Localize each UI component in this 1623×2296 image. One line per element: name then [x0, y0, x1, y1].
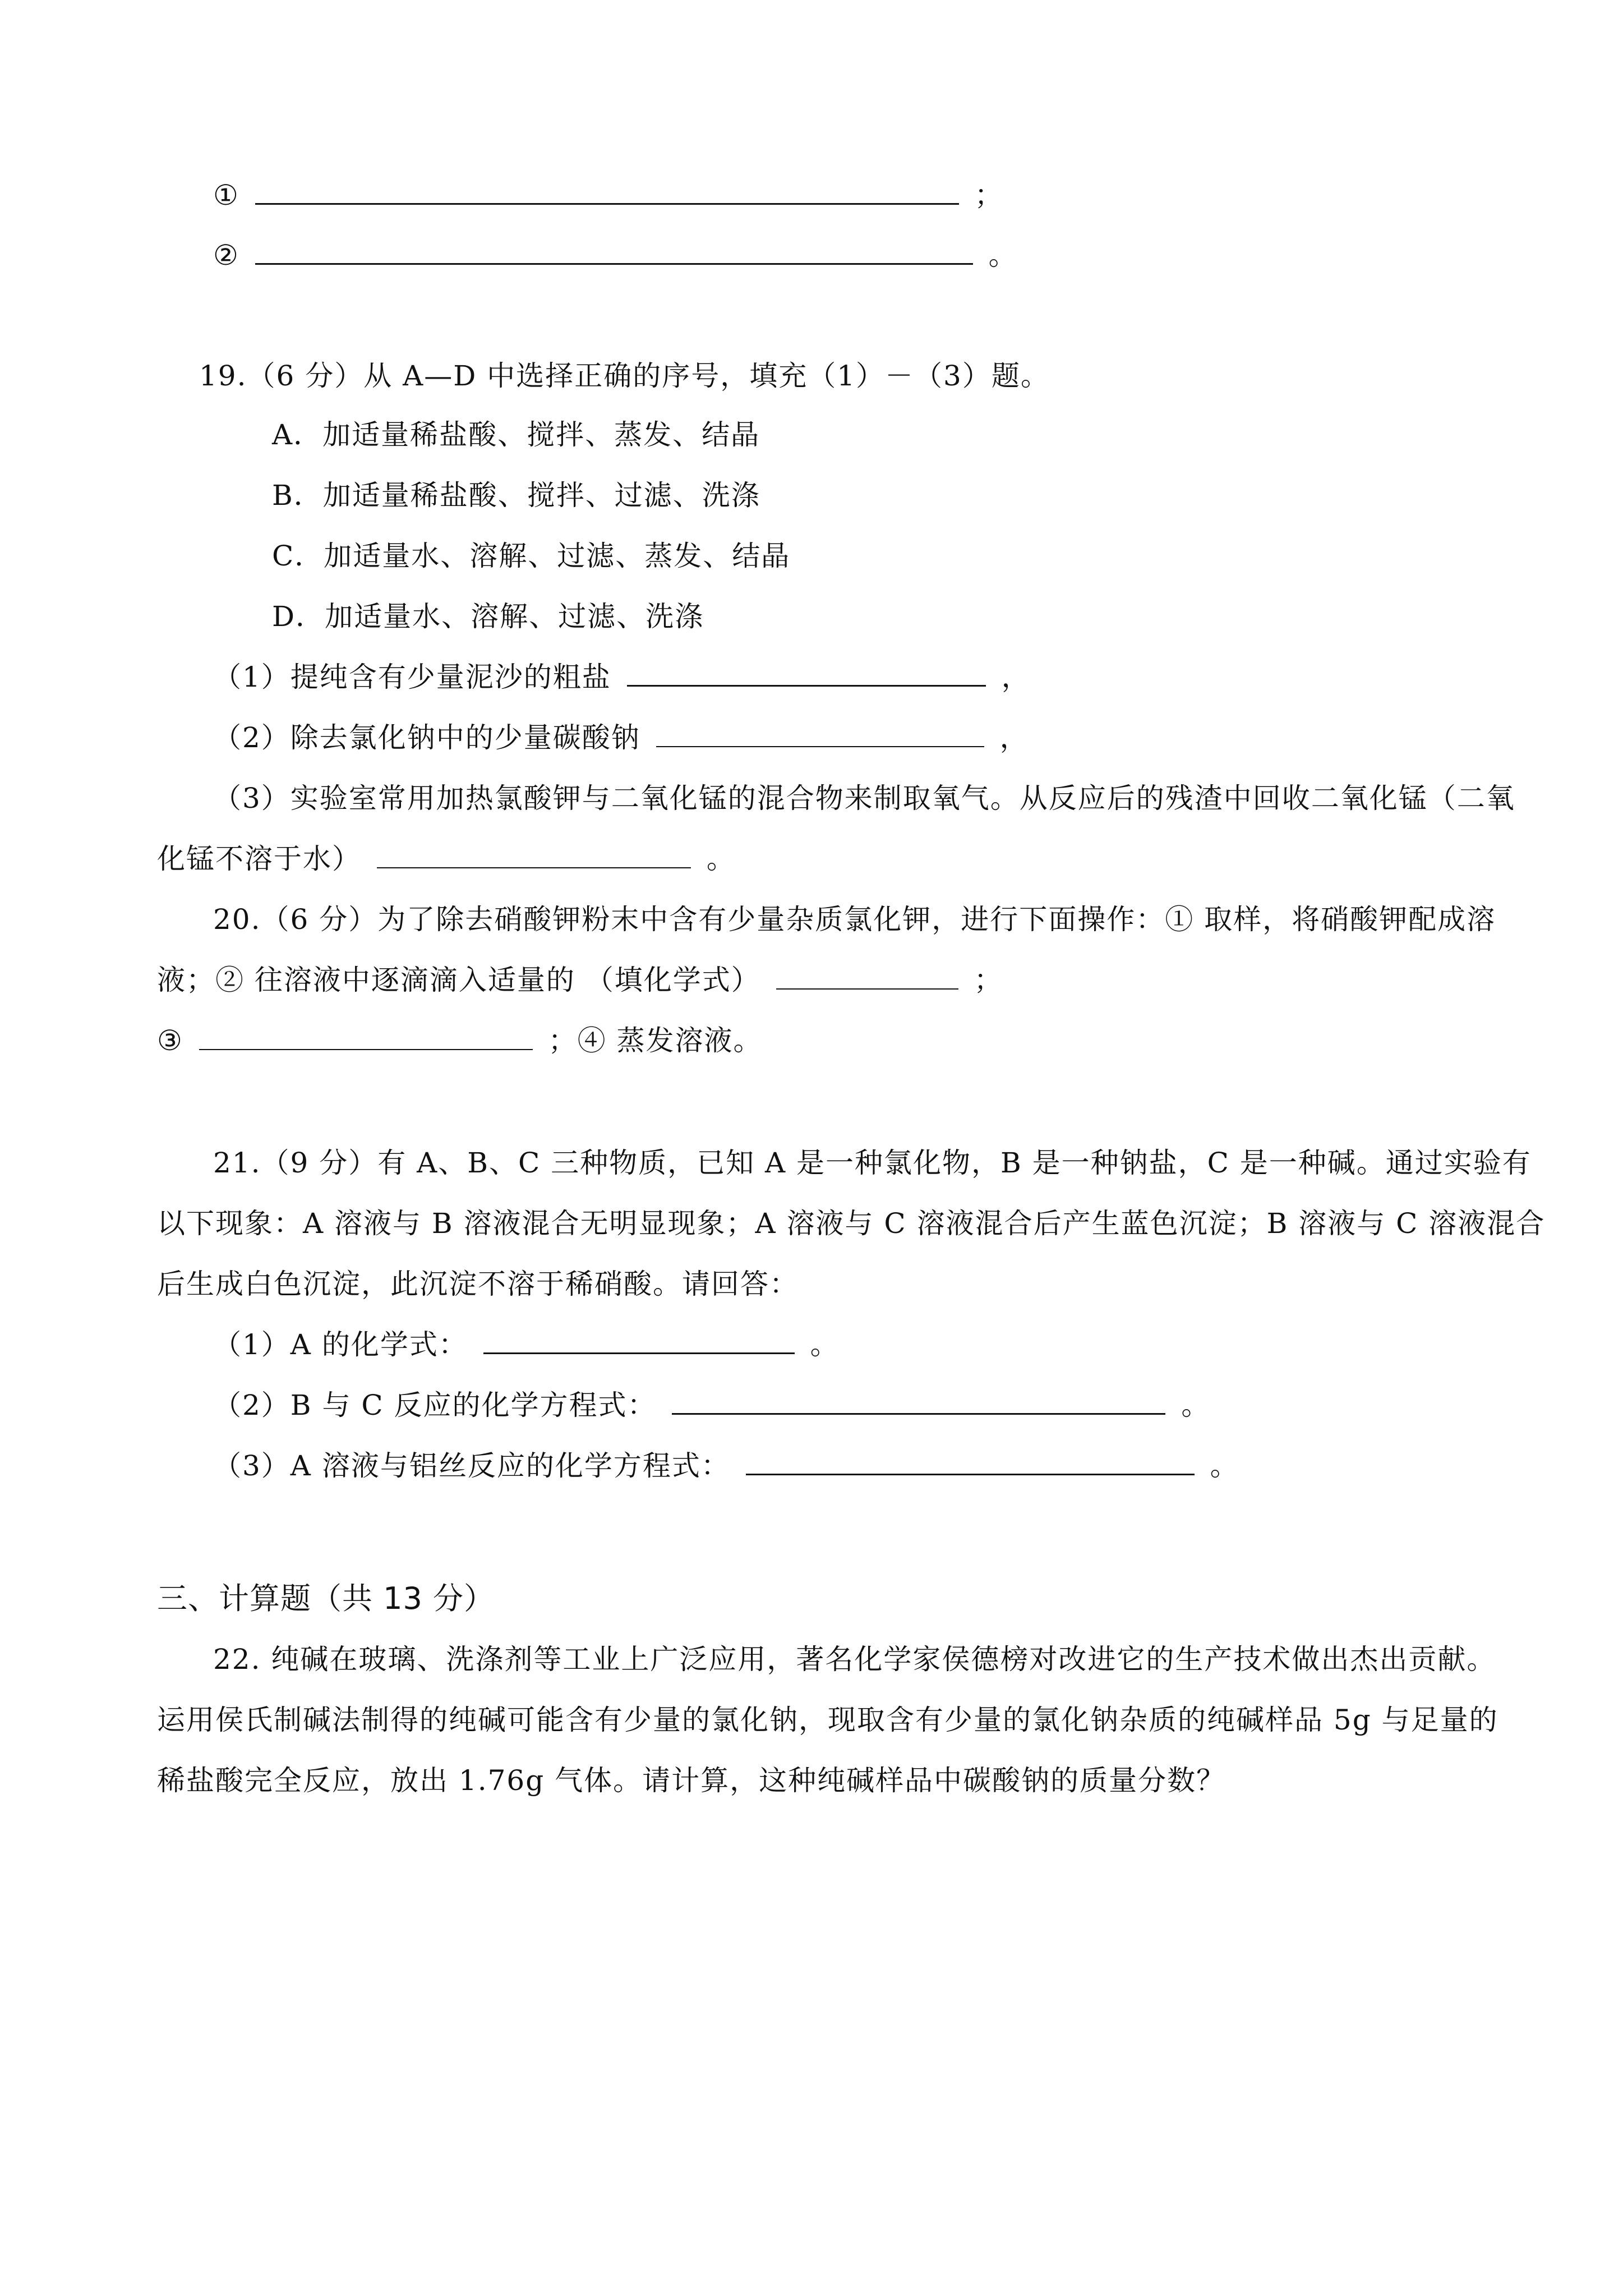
q19-sub-2: （2）除去氯化钠中的少量碳酸钠 ， — [213, 721, 1029, 754]
q19-option-d: D．加适量水、溶解、过滤、洗涤 — [272, 600, 704, 633]
answer-blank[interactable] — [746, 1449, 1195, 1475]
answer-blank[interactable] — [255, 238, 973, 265]
answer-blank[interactable] — [199, 1024, 533, 1050]
answer-blank[interactable] — [255, 178, 959, 205]
q21-sub-3: （3）A 溶液与铝丝反应的化学方程式： 。 — [213, 1450, 1239, 1482]
q22-line-2: 运用侯氏制碱法制得的纯碱可能含有少量的氯化钠，现取含有少量的氯化钠杂质的纯碱样品 5g 与足量的 — [157, 1704, 1498, 1736]
q19-option-a: A．加适量稀盐酸、搅拌、蒸发、结晶 — [272, 418, 760, 451]
q22-line-3: 稀盐酸完全反应，放出 1.76g 气体。请计算，这种纯碱样品中碳酸钠的质量分数？ — [157, 1764, 1226, 1797]
section-heading: 三、计算题（共 13 分） — [157, 1581, 495, 1616]
q19-option-c: C．加适量水、溶解、过滤、蒸发、结晶 — [272, 540, 791, 572]
q21-sub-2: （2）B 与 C 反应的化学方程式： 。 — [213, 1389, 1211, 1421]
q21-line-1: 21.（9 分）有 A、B、C 三种物质，已知 A 是一种氯化物，B 是一种钠盐，C 是一种碱。通过实验有 — [213, 1147, 1532, 1179]
circled-one: ① — [213, 179, 239, 211]
circled-two: ② — [213, 239, 239, 272]
q18-item-2: ② 。 — [213, 239, 1018, 272]
answer-blank[interactable] — [627, 660, 986, 687]
q21-sub-1: （1）A 的化学式： 。 — [213, 1328, 840, 1361]
q19-sub-1: （1）提纯含有少量泥沙的粗盐 ， — [213, 661, 1031, 693]
q19-option-b: B．加适量稀盐酸、搅拌、过滤、洗涤 — [272, 479, 760, 512]
q21-line-3: 后生成白色沉淀，此沉淀不溶于稀硝酸。请回答： — [157, 1268, 799, 1300]
answer-blank[interactable] — [672, 1388, 1165, 1415]
circled-three: ③ — [157, 1024, 183, 1057]
answer-blank[interactable] — [377, 843, 691, 868]
q21-line-2: 以下现象：A 溶液与 B 溶液混合无明显现象；A 溶液与 C 溶液混合后产生蓝色沉淀；B 溶液与 C 溶液混合 — [157, 1207, 1546, 1240]
q18-item-1: ① ； — [213, 179, 1004, 211]
answer-blank[interactable] — [776, 964, 958, 990]
answer-blank[interactable] — [656, 721, 984, 747]
q19-sub-3-line2: 化锰不溶于水） 。 — [157, 843, 736, 875]
q19-stem: 19.（6 分）从 A—D 中选择正确的序号，填充（1）－（3）题。 — [199, 360, 1050, 392]
q20-line-2: 液；② 往溶液中逐滴滴入适量的 （填化学式） ； — [157, 964, 1003, 996]
q20-line-1: 20.（6 分）为了除去硝酸钾粉末中含有少量杂质氯化钾，进行下面操作：① 取样，将硝酸钾配成溶 — [213, 903, 1496, 936]
q22-line-1: 22. 纯碱在玻璃、洗涤剂等工业上广泛应用，著名化学家侯德榜对改进它的生产技术做出杰出贡献。 — [213, 1643, 1496, 1676]
q20-line-3: ③ ；④ 蒸发溶液。 — [157, 1024, 763, 1057]
q19-sub-3-line1: （3）实验室常用加热氯酸钾与二氧化锰的混合物来制取氧气。从反应后的残渣中回收二氧化锰（二氧 — [213, 782, 1515, 815]
answer-blank[interactable] — [483, 1328, 795, 1354]
